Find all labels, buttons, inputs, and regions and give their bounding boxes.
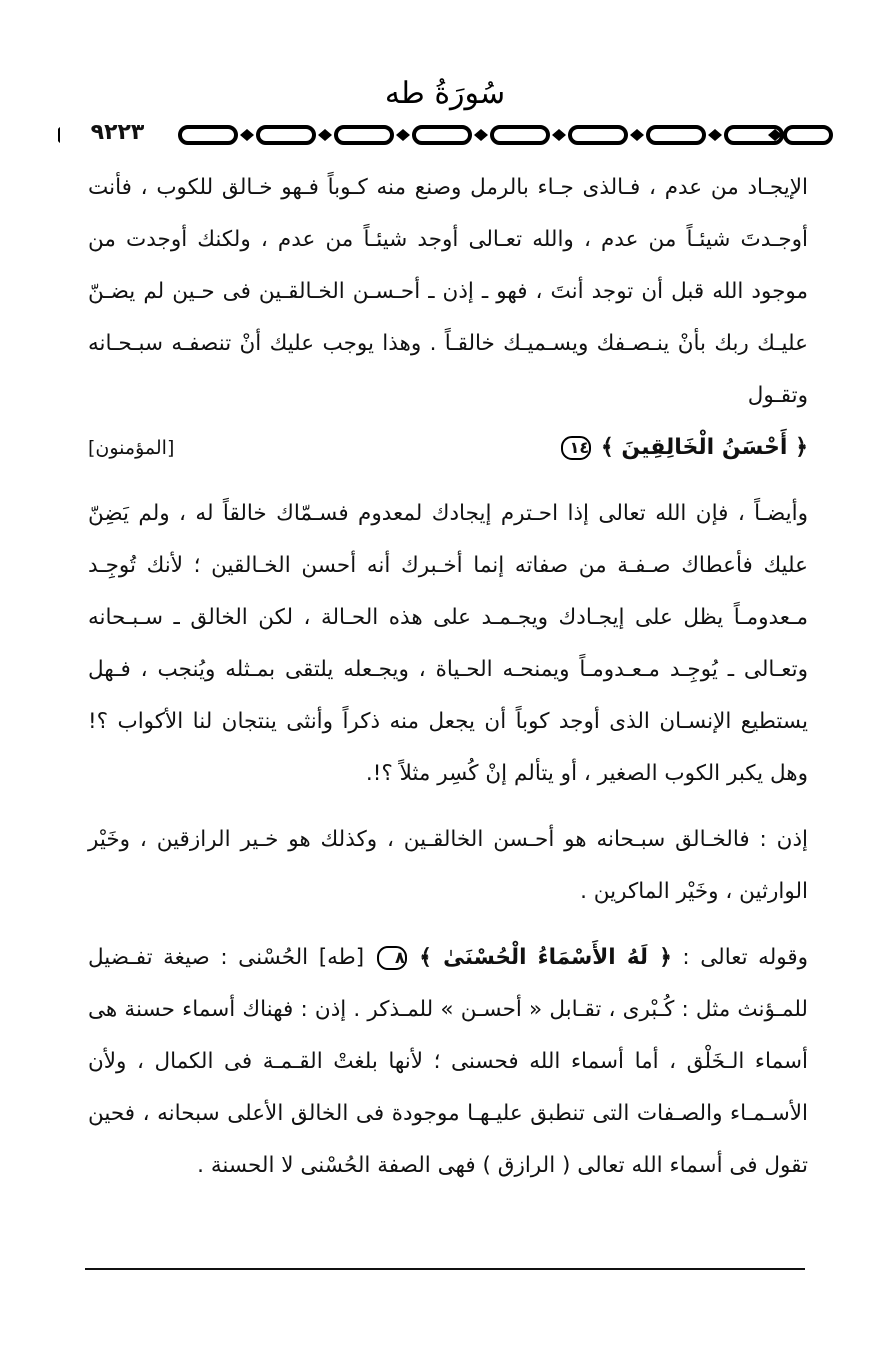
chain-link-ornament: [492, 127, 548, 143]
chain-link-ornament: [648, 127, 704, 143]
diamond-ornament: [474, 129, 488, 141]
diamond-ornament: [318, 129, 332, 141]
paragraph-text: [طه] الحُسْنى : صيغة تفـضيل للمـؤنث مثل : كُـبْرى ، تقـابل « أحسـن » للمـذكر . إذن : فهناك أسماء حسنة هى أسماء الـخَلْق ، أما أسماء الله فحسنى ؛ لأنها بلغتْ القـمـة فى الكمال ، ولأن الأسـمـاء والصـفات التى تنطبق عليـهـا موجودة فى الخالق الأعلى سبحانه ، فحين تقول فى أسماء الله تعالى ( الرازق ) فهى الصفة الحُسْنى لا الحسنة .: [88, 945, 808, 1178]
chain-link-ornament: [785, 127, 831, 143]
paragraph: إذن : فالخـالق سبـحانه هو أحـسن الخالقـين ، وكذلك هو خـير الرازقين ، وخَيْر الوارثين ، وخَيْر الماكرين .: [88, 827, 808, 904]
quran-verse: [559, 422, 808, 474]
quran-verse-line: [88, 422, 808, 474]
page-number: ٩٢٢٣: [60, 118, 175, 148]
diamond-ornament: [708, 129, 722, 141]
verse-number-badge: ١٤: [561, 436, 591, 460]
surah-title-calligraphy: سُورَةُ طه: [384, 76, 506, 111]
paragraph: وأيضـاً ، فإن الله تعالى إذا احـترم إيجادك لمعدوم فسـمّاك خالقاً له ، ولم يَضِنّ عليك فأعطاك صـفـة من صفاته إنما أخـبرك أنه أحسن الخـالقين ؛ لأنك تُوجِـد مـعدومـاً يظل على إيجـادك ويجـمـد على هذه الحـالة ، لكن الخالق ـ سـبـحانه وتعـالى ـ يُوجِـد مـعـدومـاً ويمنحـه الحـياة ، ويجـعله يلتقى بمـثله ويُنجب ، فـهل يستطيع الإنسـان الذى أوجد كوباً أن يجعل منه ذكراً وأنثى ينتجان لنا الأكواب ؟! وهل يكبر الكوب الصغير ، أو يتألم إنْ كُسِر مثلاً ؟!.: [88, 501, 808, 786]
diamond-ornament: [552, 129, 566, 141]
page-body: [88, 162, 808, 1192]
diamond-ornament: [240, 129, 254, 141]
surah-reference: [المؤمنون]: [88, 437, 175, 459]
footer-divider: [85, 1268, 805, 1270]
paragraph: [88, 932, 808, 1192]
diamond-ornament: [396, 129, 410, 141]
chain-link-ornament: [258, 127, 314, 143]
chain-link-ornament: [570, 127, 626, 143]
chain-link-ornament: [414, 127, 470, 143]
paragraph-lead: وقوله تعالى :: [682, 945, 809, 970]
verse-number-badge: ٨: [377, 946, 407, 970]
paragraph: الإيجـاد من عدم ، فـالذى جـاء بالرمل وصنع منه كـوباً فـهو خـالق للكوب ، فأنت أوجـدتَ شيئـاً من عدم ، والله تعـالى أوجد شيئـاً من عدم ، ولكنك أوجدت من موجود الله قبل أن توجد أنتَ ، فهو ـ إذن ـ أحـسـن الخـالقـين فى حـين لم يضـنّ عليـك ربك بأنْ ينـصـفك ويسـميـك خالقـاً . وهذا يوجب عليك أنْ تنصفـه سبـحـانه وتقـول: [88, 175, 808, 408]
diamond-ornament: [630, 129, 644, 141]
chain-link-ornament: [336, 127, 392, 143]
quran-verse: ﴿ لَهُ الأَسْمَاءُ الْحُسْنَىٰ ﴾: [419, 945, 672, 970]
verse-text: ﴿ أَحْسَنُ الْخَالِقِينَ ﴾: [600, 435, 808, 460]
chain-link-ornament: [180, 127, 236, 143]
